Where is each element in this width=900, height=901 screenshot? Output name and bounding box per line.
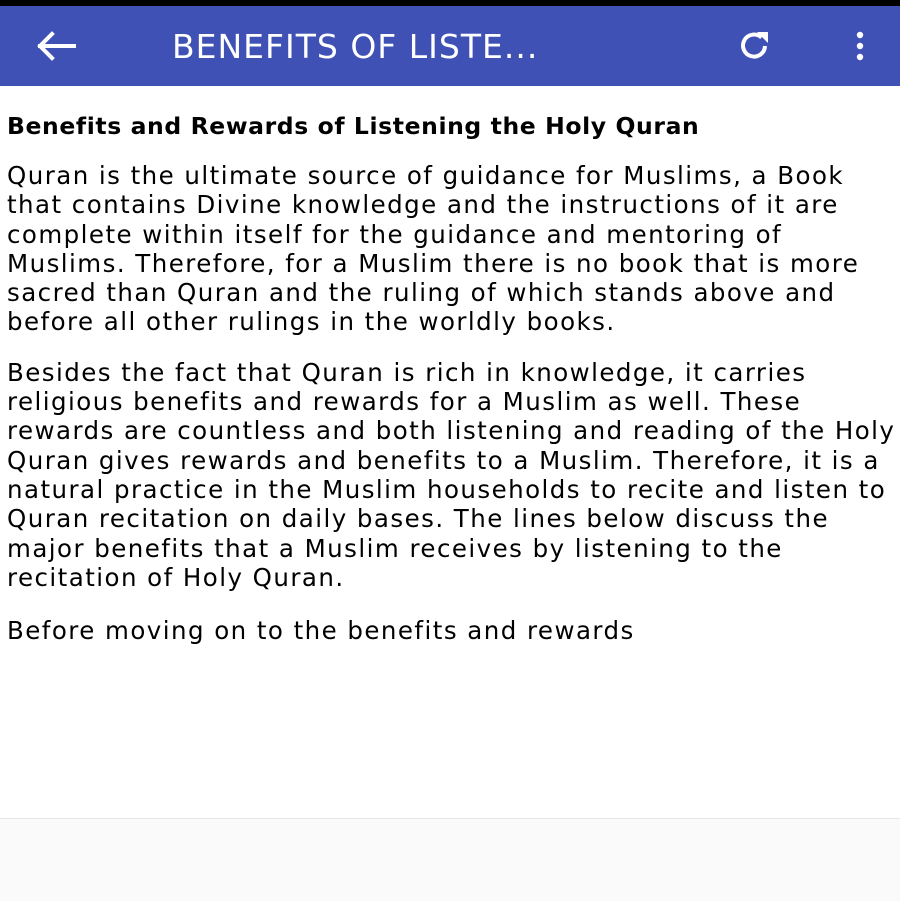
article-heading: Benefits and Rewards of Listening the Holy Quran — [7, 112, 700, 140]
article-paragraph: Besides the fact that Quran is rich in knowledge, it carries religious benefits and rewards for a Muslim as well. These rewards are countless and both listening and reading of the Holy Quran gives rewards and benefits to a Muslim. Therefore, it is a natural practice in the Muslim households to recite and listen to Quran recitation on daily bases. The lines below discuss the major benefits that a Muslim receives by listening to the recitation of Holy Quran. — [7, 357, 896, 592]
back-button[interactable] — [30, 26, 82, 66]
refresh-icon — [734, 26, 774, 66]
arrow-left-icon — [34, 30, 78, 62]
article-paragraph: Before moving on to the benefits and rewards — [7, 616, 635, 646]
page-title: BENEFITS OF LISTE... — [172, 27, 539, 66]
app-bar — [0, 6, 900, 86]
bottom-blank-area — [0, 818, 900, 901]
more-vertical-icon — [854, 30, 866, 62]
article-paragraph: Quran is the ultimate source of guidance for Muslims, a Book that contains Divine knowledge and the instructions of it are complete within itself for the guidance and mentoring of Muslims. Therefore, for a Muslim there is no book that is more sacred than Quran and the ruling of which stands above and before all other rulings in the worldly books. — [7, 161, 860, 337]
article-content[interactable] — [0, 86, 900, 818]
refresh-button[interactable] — [728, 26, 780, 66]
more-options-button[interactable] — [840, 26, 880, 66]
